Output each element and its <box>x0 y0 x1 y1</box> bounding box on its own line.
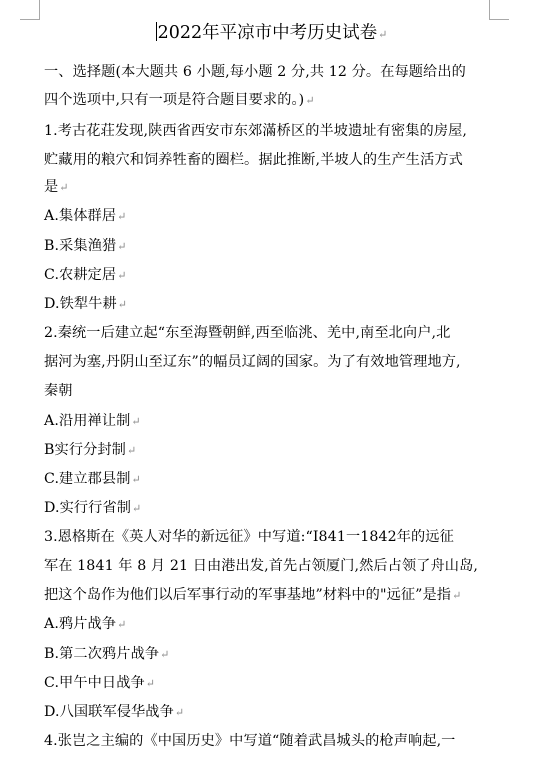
text-line: 把这个岛作为他们以后军事行动的军事基地”材料中的"远征”是指↵ <box>44 587 462 603</box>
text-line: A.鸦片战争↵ <box>44 616 127 632</box>
text-line: B.采集渔猎↵ <box>44 238 127 254</box>
text-line: B实行分封制↵ <box>44 442 137 458</box>
paragraph-mark-icon: ↵ <box>117 298 128 311</box>
text-line: 一、选择题(本大题共 6 小题,每小题 2 分,共 12 分。在每题给出的 <box>44 64 466 80</box>
paragraph-mark-icon: ↵ <box>452 589 462 602</box>
crop-mark-top-left <box>20 0 40 20</box>
text-line: C.农耕定居↵ <box>44 267 127 283</box>
text-line: A.沿用禅让制↵ <box>44 413 141 429</box>
text-line: 军在 1841 年 8 月 21 日由港出发,首先占领厦门,然后占领了舟山岛, <box>44 558 478 574</box>
text-line: 1.考古花荘发现,陕西省西安市东郊滿桥区的半坡遗址有密集的房屋, <box>44 123 468 139</box>
paragraph-mark-icon: ↵ <box>117 269 127 282</box>
paragraph-mark-icon: ↵ <box>126 444 137 457</box>
paragraph-mark-icon: ↵ <box>145 677 156 690</box>
text-line: 四个选项中,只有一项是符合题目要求的。)↵ <box>44 92 315 108</box>
text-line: 秦朝 <box>44 383 73 399</box>
text-line: 是↵ <box>44 179 69 195</box>
paragraph-mark-icon: ↵ <box>132 502 142 515</box>
paragraph-mark-icon: ↵ <box>117 618 127 631</box>
paragraph-mark-icon: ↵ <box>378 28 388 41</box>
text-line: C.建立郡县制↵ <box>44 471 141 487</box>
paragraph-mark-icon: ↵ <box>160 648 170 661</box>
text-line: D.铁犁牛耕↵ <box>44 296 128 312</box>
text-line: D.实行行省制↵ <box>44 500 142 516</box>
paragraph-mark-icon: ↵ <box>117 210 127 223</box>
text-line: 贮藏用的粮穴和饲养牲畜的圈栏。据此推断,半坡人的生产生活方式 <box>44 152 463 168</box>
paragraph-mark-icon: ↵ <box>174 706 185 719</box>
text-line: 3.恩格斯在《英人对华的新远征》中写道:“I841一1842年的远征 <box>44 529 454 545</box>
text-cursor <box>156 22 157 41</box>
text-line: 2.秦统一后建立起“东至海暨朝鲜,西至临洮、羌中,南至北向户,北 <box>44 325 451 341</box>
crop-mark-top-right <box>489 0 509 20</box>
text-line: 据河为塞,丹阴山至辽东”的幅员辽阔的国家。为了有效地管理地方, <box>44 354 461 370</box>
paragraph-mark-icon: ↵ <box>59 181 69 194</box>
text-line: C.甲午中日战争↵ <box>44 675 156 691</box>
document-title: 2022年平凉市中考历史试卷↵ <box>157 23 388 43</box>
text-line: 4.张岂之主编的《中国历史》中写道“随着武昌城头的枪声响起,一 <box>44 733 456 749</box>
text-line: B.第二次鸦片战争↵ <box>44 646 170 662</box>
paragraph-mark-icon: ↵ <box>131 473 141 486</box>
paragraph-mark-icon: ↵ <box>305 94 315 107</box>
text-line: D.八国联军侵华战争↵ <box>44 704 185 720</box>
paragraph-mark-icon: ↵ <box>117 240 127 253</box>
text-line: A.集体群居↵ <box>44 208 127 224</box>
paragraph-mark-icon: ↵ <box>131 415 141 428</box>
